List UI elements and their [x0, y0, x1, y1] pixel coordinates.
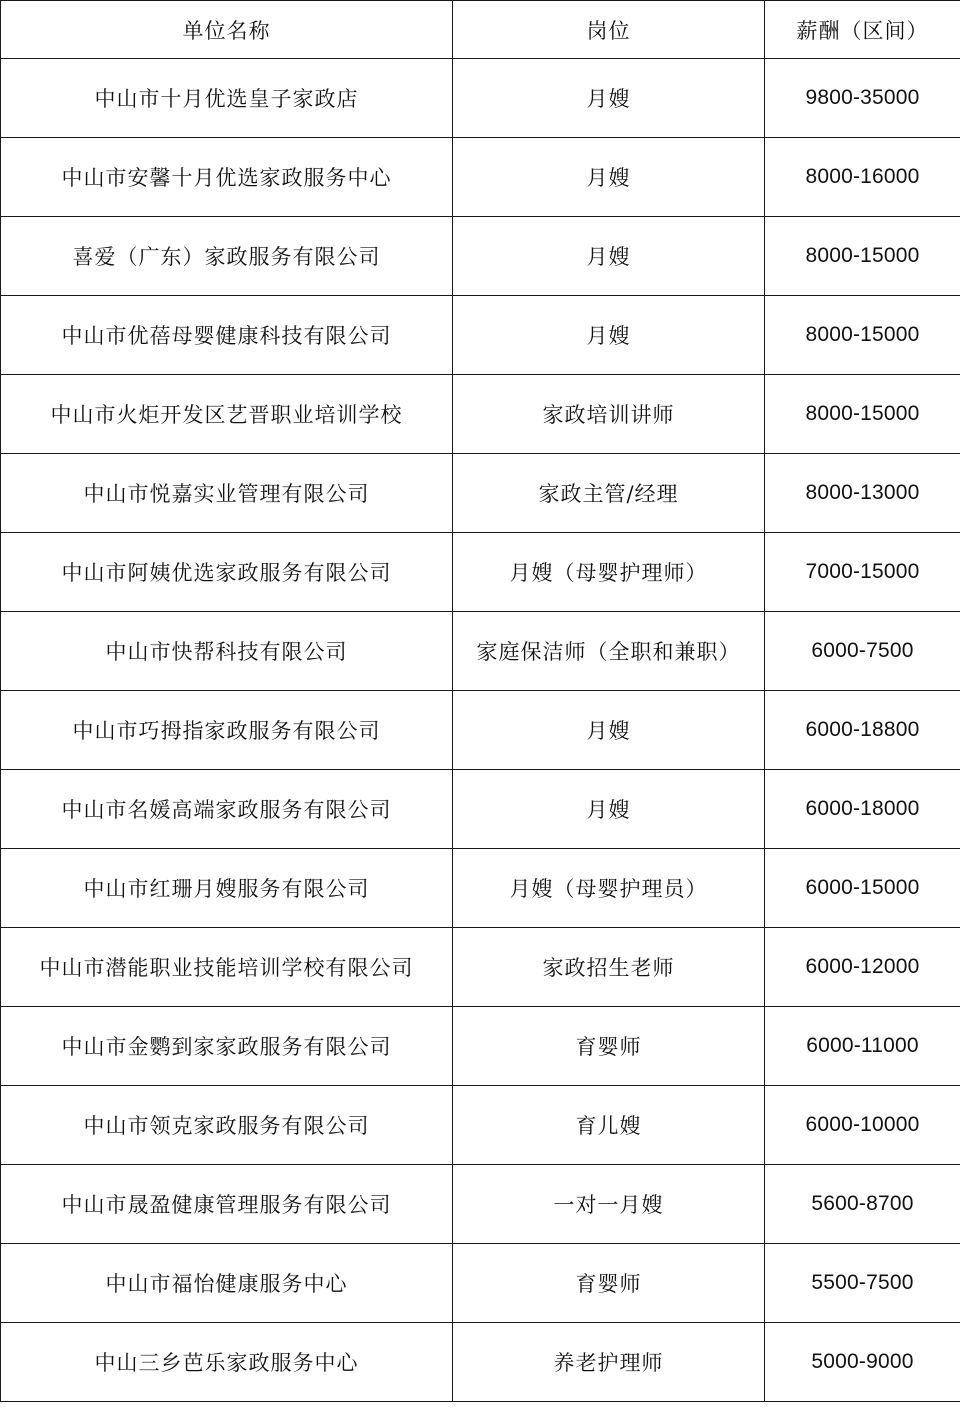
position-cell: 月嫂（母婴护理员） — [453, 849, 765, 928]
position-cell: 月嫂 — [453, 770, 765, 849]
position-cell: 家政培训讲师 — [453, 375, 765, 454]
position-cell: 家政招生老师 — [453, 928, 765, 1007]
header-company: 单位名称 — [1, 1, 453, 59]
table-row — [1, 770, 960, 849]
salary-cell: 6000-18800 — [765, 691, 960, 770]
table-row — [1, 138, 960, 217]
table-row — [1, 849, 960, 928]
table-row — [1, 928, 960, 1007]
company-cell: 中山市领克家政服务有限公司 — [1, 1086, 453, 1165]
position-cell: 一对一月嫂 — [453, 1165, 765, 1244]
position-cell: 月嫂 — [453, 59, 765, 138]
salary-cell: 9800-35000 — [765, 59, 960, 138]
position-cell: 家政主管/经理 — [453, 454, 765, 533]
table-row — [1, 375, 960, 454]
company-cell: 中山市火炬开发区艺晋职业培训学校 — [1, 375, 453, 454]
position-cell: 育儿嫂 — [453, 1086, 765, 1165]
salary-cell: 8000-15000 — [765, 375, 960, 454]
position-cell: 月嫂 — [453, 217, 765, 296]
position-cell: 家庭保洁师（全职和兼职） — [453, 612, 765, 691]
company-cell: 中山市福怡健康服务中心 — [1, 1244, 453, 1323]
table-body — [1, 59, 960, 1402]
company-cell: 喜爱（广东）家政服务有限公司 — [1, 217, 453, 296]
salary-cell: 6000-7500 — [765, 612, 960, 691]
header-position: 岗位 — [453, 1, 765, 59]
company-cell: 中山市阿姨优选家政服务有限公司 — [1, 533, 453, 612]
table-row — [1, 1165, 960, 1244]
header-salary: 薪酬（区间） — [765, 1, 960, 59]
salary-cell: 8000-15000 — [765, 296, 960, 375]
company-cell: 中山市晟盈健康管理服务有限公司 — [1, 1165, 453, 1244]
salary-cell: 6000-12000 — [765, 928, 960, 1007]
company-cell: 中山市安馨十月优选家政服务中心 — [1, 138, 453, 217]
header-row — [1, 1, 960, 59]
position-cell: 月嫂 — [453, 691, 765, 770]
company-cell: 中山市潜能职业技能培训学校有限公司 — [1, 928, 453, 1007]
table-row — [1, 296, 960, 375]
salary-cell: 8000-13000 — [765, 454, 960, 533]
position-cell: 月嫂 — [453, 138, 765, 217]
salary-cell: 5600-8700 — [765, 1165, 960, 1244]
company-cell: 中山市金鹦到家家政服务有限公司 — [1, 1007, 453, 1086]
salary-cell: 6000-10000 — [765, 1086, 960, 1165]
table-row — [1, 1007, 960, 1086]
salary-cell: 8000-16000 — [765, 138, 960, 217]
salary-cell: 5500-7500 — [765, 1244, 960, 1323]
position-cell: 育婴师 — [453, 1007, 765, 1086]
position-cell: 月嫂 — [453, 296, 765, 375]
company-cell: 中山市悦嘉实业管理有限公司 — [1, 454, 453, 533]
company-cell: 中山市名媛高端家政服务有限公司 — [1, 770, 453, 849]
company-cell: 中山市优蓓母婴健康科技有限公司 — [1, 296, 453, 375]
salary-cell: 8000-15000 — [765, 217, 960, 296]
company-cell: 中山市快帮科技有限公司 — [1, 612, 453, 691]
company-cell: 中山市十月优选皇子家政店 — [1, 59, 453, 138]
table-row — [1, 1086, 960, 1165]
company-cell: 中山三乡芭乐家政服务中心 — [1, 1323, 453, 1402]
table-row — [1, 691, 960, 770]
table-row — [1, 1323, 960, 1402]
company-cell: 中山市巧拇指家政服务有限公司 — [1, 691, 453, 770]
position-cell: 养老护理师 — [453, 1323, 765, 1402]
company-cell: 中山市红珊月嫂服务有限公司 — [1, 849, 453, 928]
table-header — [1, 1, 960, 59]
salary-cell: 6000-18000 — [765, 770, 960, 849]
table-row — [1, 1244, 960, 1323]
table-row — [1, 454, 960, 533]
salary-cell: 5000-9000 — [765, 1323, 960, 1402]
table-row — [1, 533, 960, 612]
salary-cell: 6000-11000 — [765, 1007, 960, 1086]
salary-cell: 6000-15000 — [765, 849, 960, 928]
table-row — [1, 612, 960, 691]
table-row — [1, 59, 960, 138]
salary-cell: 7000-15000 — [765, 533, 960, 612]
table-row — [1, 217, 960, 296]
position-cell: 月嫂（母婴护理师） — [453, 533, 765, 612]
position-cell: 育婴师 — [453, 1244, 765, 1323]
